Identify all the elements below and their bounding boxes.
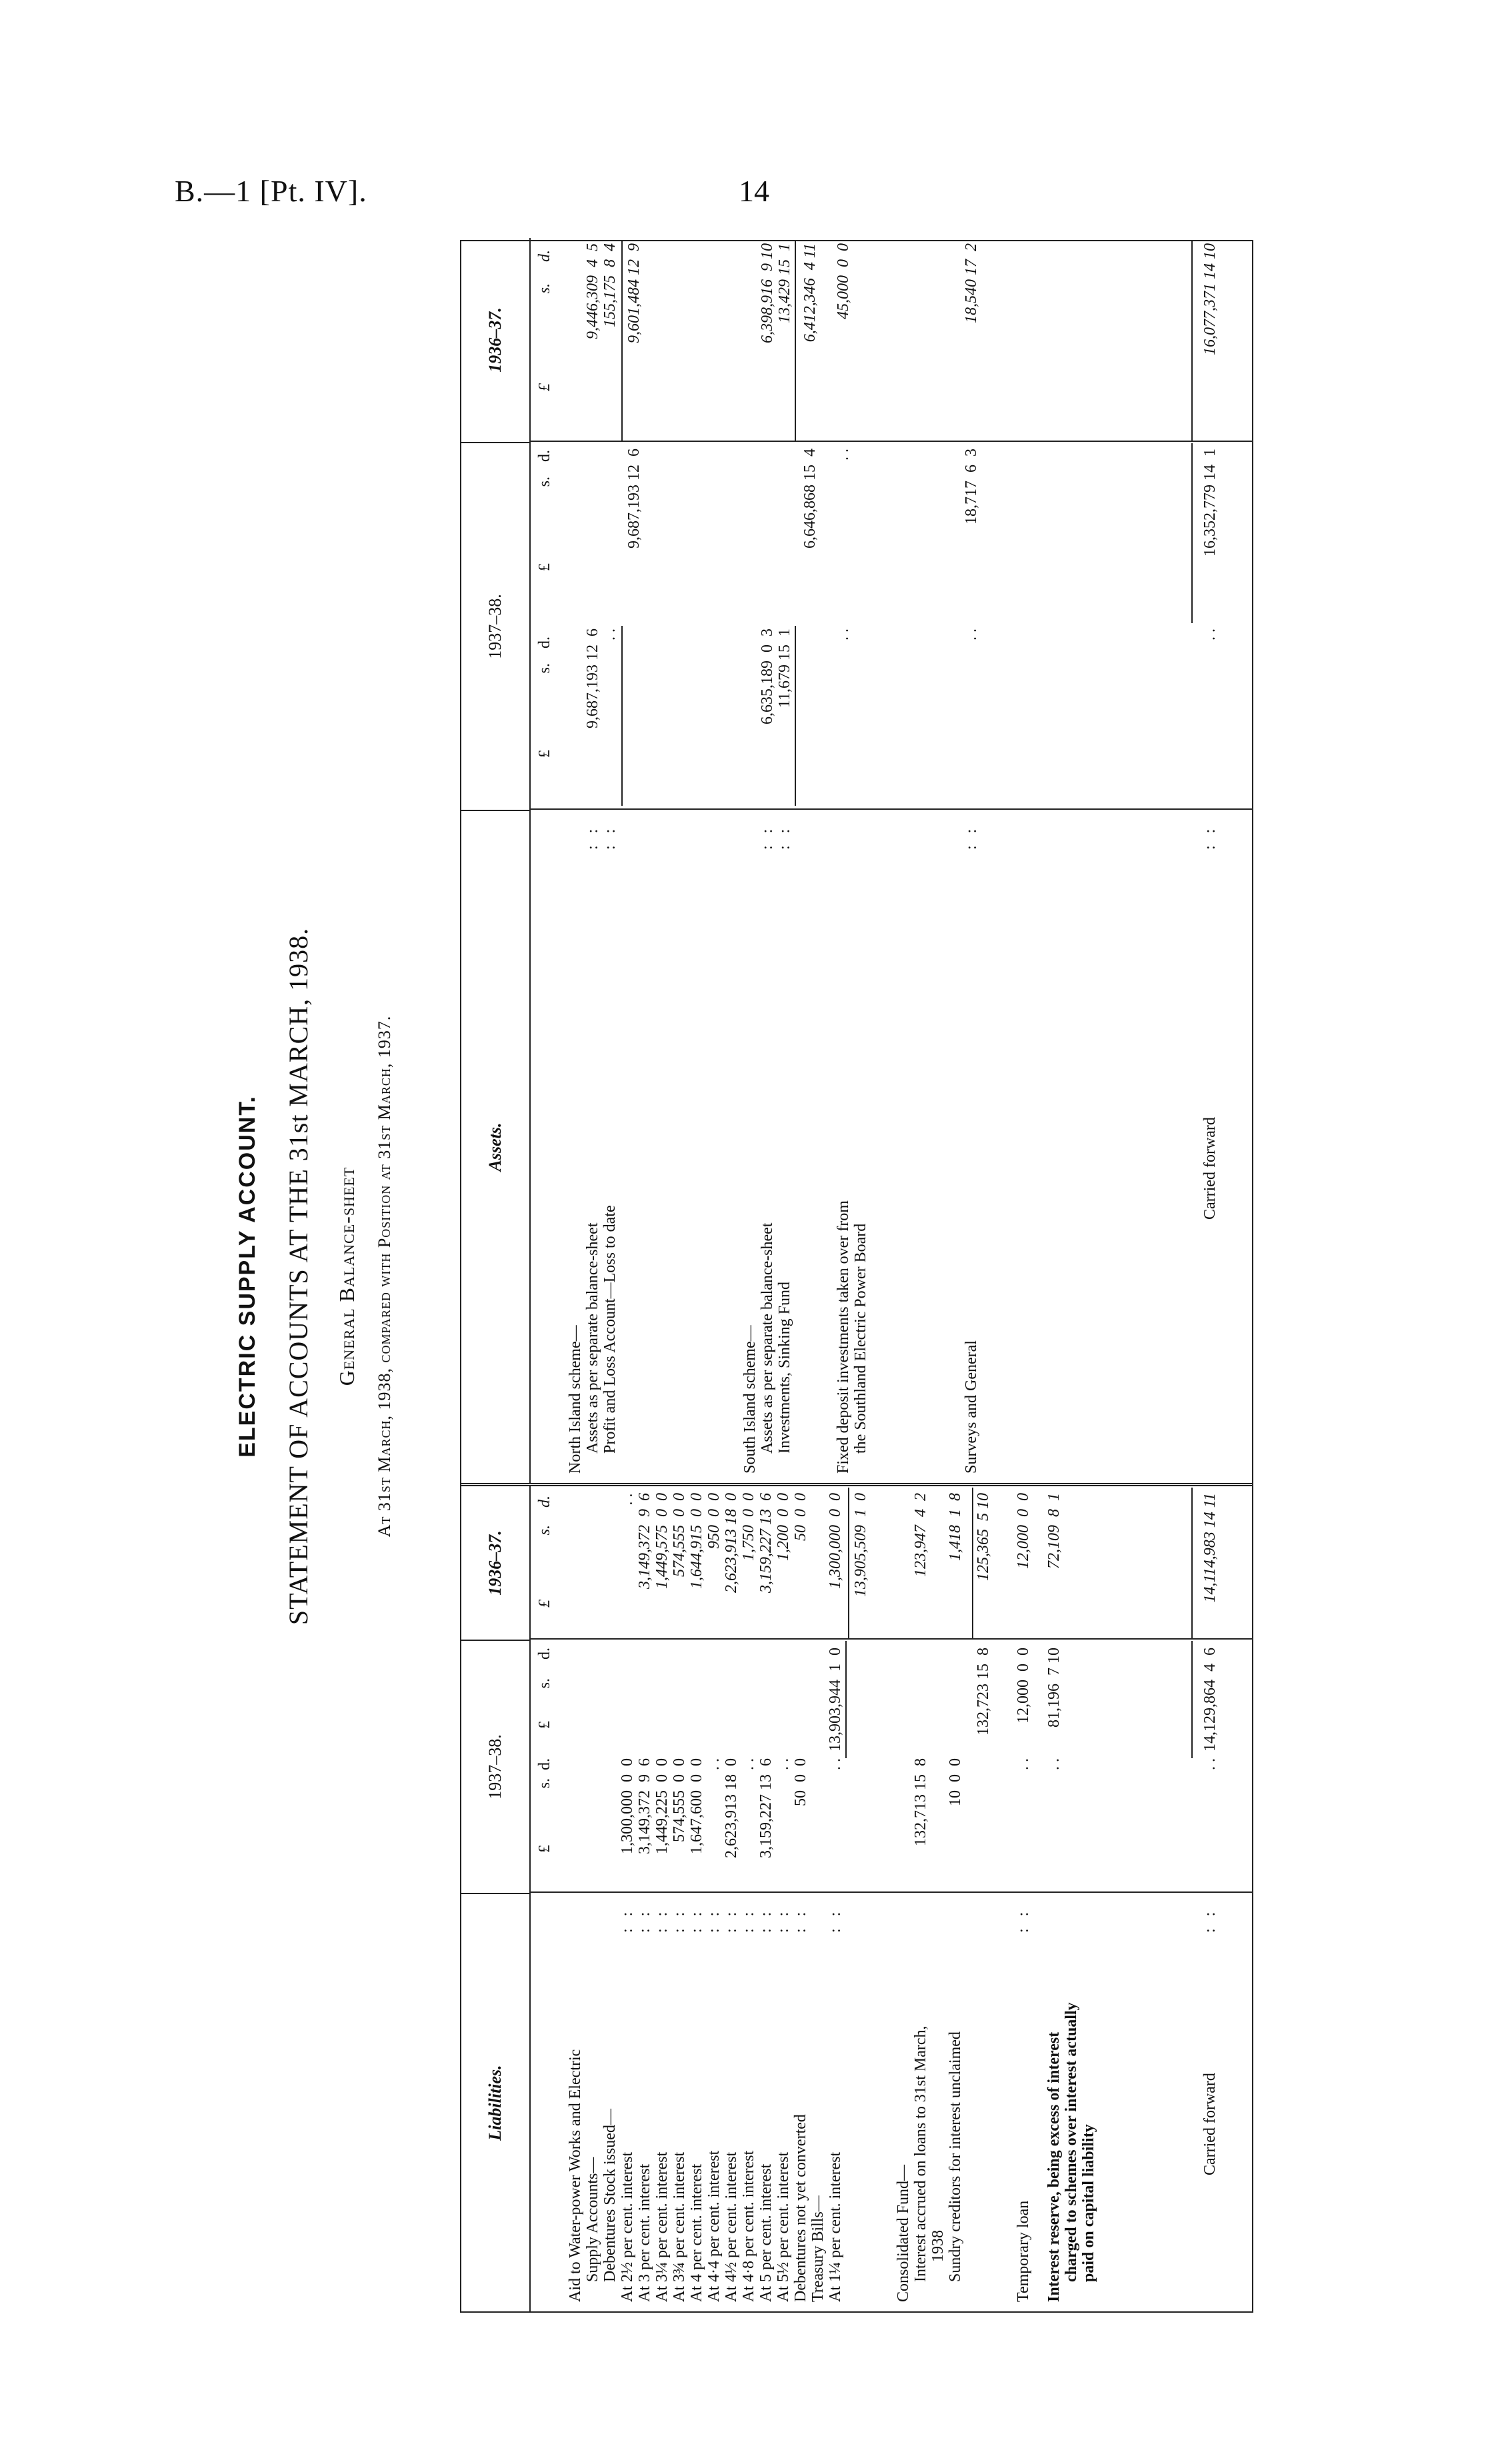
total-rule xyxy=(972,1488,973,1638)
leader-dots: : : xyxy=(723,1907,740,1933)
leader-dots: : : xyxy=(705,1907,723,1933)
liabilities-d1-amount: 3,149,372 9 6 xyxy=(636,1758,653,1854)
liabilities-d1-amount: 574,555 0 0 xyxy=(671,1758,688,1842)
assets-row-label: the Southland Electric Power Board xyxy=(852,1223,869,1454)
assets-d2-amount: 6,646,868 15 4 xyxy=(801,449,819,549)
liabilities-row-label: At 5 per cent. interest xyxy=(757,2163,775,2302)
liabilities-section xyxy=(461,1486,1252,2311)
liabilities-d1-amount: 1,449,225 0 0 xyxy=(653,1758,671,1854)
liabilities-c37-amount: . . xyxy=(619,1493,636,1505)
liabilities-row-label: Aid to Water-power Works and Electric xyxy=(567,2049,584,2302)
leader-dots: : : xyxy=(757,1907,775,1933)
assets-c37-amount: 18,540 17 2 xyxy=(963,243,980,323)
assets-d1-amount: . . xyxy=(963,628,980,640)
page-number: 14 xyxy=(739,174,769,208)
assets-c37-amount: 45,000 0 0 xyxy=(835,243,852,319)
leader-dots: : : xyxy=(776,824,793,850)
liabilities-c37-amount: 2,623,913 18 0 xyxy=(723,1493,740,1593)
liabilities-row-label: Temporary loan xyxy=(1015,2200,1032,2302)
liabilities-c37-amount: 1,200 0 0 xyxy=(775,1493,792,1561)
liabilities-year-1938-heading: 1937–38. xyxy=(461,1640,529,1893)
assets-c37-amount: 16,077,371 14 10 xyxy=(1201,243,1219,355)
liabilities-row-label: At 1¼ per cent. interest xyxy=(827,2151,844,2302)
liabilities-row-label: Debentures not yet converted xyxy=(792,2114,809,2302)
assets-c37-amount: 13,429 15 1 xyxy=(776,243,793,323)
assets-d1-amount: . . xyxy=(835,628,852,640)
position-subtitle: At 31st March, 1938, compared with Position at 31st March, 1937. xyxy=(375,1015,394,1538)
liabilities-d1-amount: . . xyxy=(1201,1758,1219,1770)
assets-c37-amount: 6,398,916 9 10 xyxy=(759,243,776,343)
pence-unit: d. xyxy=(536,1758,553,1770)
leader-dots: : : xyxy=(584,824,601,850)
leader-dots: : : xyxy=(775,1907,792,1933)
liabilities-d1-amount: . . xyxy=(740,1758,757,1770)
leader-dots: : : xyxy=(827,1907,844,1933)
pence-unit: d. xyxy=(536,636,553,648)
liabilities-d1-amount: . . xyxy=(775,1758,792,1770)
shilling-unit: s. xyxy=(536,477,553,487)
liabilities-d1-amount: 1,647,600 0 0 xyxy=(688,1758,705,1854)
liabilities-c37-amount: 14,114,983 14 11 xyxy=(1201,1493,1219,1603)
assets-c37-amount: 9,446,309 4 5 xyxy=(584,243,601,339)
liabilities-row-label: Interest accrued on loans to 31st March, xyxy=(912,2025,929,2282)
leader-dots: : : xyxy=(653,1907,671,1933)
leader-dots: : : xyxy=(1015,1907,1032,1933)
liabilities-c37-amount: 1,449,575 0 0 xyxy=(653,1493,671,1589)
title-block xyxy=(227,240,427,2313)
assets-row-label: North Island scheme— xyxy=(567,1325,584,1474)
assets-header-row xyxy=(461,238,531,1483)
assets-row-label: Carried forward xyxy=(1201,1117,1219,1220)
pence-unit: d. xyxy=(536,450,553,462)
assets-c37-amount: 6,412,346 4 11 xyxy=(801,243,819,343)
shilling-unit: s. xyxy=(536,1678,553,1689)
liabilities-d1-amount: 50 0 0 xyxy=(792,1758,809,1806)
liabilities-c37-amount: 125,365 5 10 xyxy=(975,1493,992,1581)
liabilities-c37-amount: 1,300,000 0 0 xyxy=(827,1493,844,1589)
rotated-sheet xyxy=(227,240,1253,2313)
liabilities-c37-amount: 950 0 0 xyxy=(705,1493,723,1549)
pound-unit: £ xyxy=(536,1600,553,1608)
liabilities-d1-amount: 3,159,227 13 6 xyxy=(757,1758,775,1858)
liabilities-row-label: Treasury Bills— xyxy=(809,2195,827,2302)
assets-heading: Assets. xyxy=(461,810,529,1483)
pound-unit: £ xyxy=(536,563,553,571)
pound-unit: £ xyxy=(536,750,553,758)
shilling-unit: s. xyxy=(536,283,553,294)
assets-row-label: South Island scheme— xyxy=(741,1325,759,1474)
liabilities-d2-amount: 13,903,944 1 0 xyxy=(827,1648,844,1752)
total-rule xyxy=(1191,443,1193,623)
liabilities-c37-amount: 1,418 1 8 xyxy=(947,1493,964,1561)
assets-row-label: Investments, Sinking Fund xyxy=(776,1281,793,1454)
assets-row-label: Fixed deposit investments taken over from xyxy=(835,1200,852,1474)
liabilities-row-label: At 2½ per cent. interest xyxy=(619,2151,636,2302)
liabilities-c37-amount: 12,000 0 0 xyxy=(1015,1493,1032,1569)
liabilities-row-label: At 3 per cent. interest xyxy=(636,2163,653,2302)
liabilities-c37-amount: 1,750 0 0 xyxy=(740,1493,757,1561)
assets-d2-amount: 9,687,193 12 6 xyxy=(625,449,643,549)
assets-year-1938-heading: 1937–38. xyxy=(461,442,529,810)
leader-dots: : : xyxy=(671,1907,688,1933)
assets-d1-amount: 9,687,193 12 6 xyxy=(584,628,601,728)
liabilities-d2-amount: 132,723 15 8 xyxy=(975,1648,992,1736)
leader-dots: : : xyxy=(963,824,980,850)
assets-d1-amount: 11,679 15 1 xyxy=(776,628,793,708)
total-rule xyxy=(848,1488,849,1638)
assets-row-label: Assets as per separate balance-sheet xyxy=(584,1222,601,1454)
leader-dots: : : xyxy=(1201,1907,1219,1933)
assets-row-label: Surveys and General xyxy=(963,1340,980,1474)
leader-dots: : : xyxy=(740,1907,757,1933)
assets-d1-amount: . . xyxy=(1201,628,1219,640)
pence-unit: d. xyxy=(536,1648,553,1660)
shilling-unit: s. xyxy=(536,1525,553,1536)
liabilities-d1-amount: . . xyxy=(1045,1758,1063,1770)
liabilities-row-label: Consolidated Fund— xyxy=(895,2164,912,2302)
total-rule xyxy=(1191,241,1193,441)
total-rule xyxy=(1191,1488,1193,1638)
liabilities-d2-amount: 14,129,864 4 6 xyxy=(1201,1648,1219,1752)
statement-title: STATEMENT OF ACCOUNTS AT THE 31st MARCH, 1938. xyxy=(283,927,313,1626)
leader-dots: : : xyxy=(792,1907,809,1933)
liabilities-row-label: 1938 xyxy=(929,2230,947,2262)
liabilities-row-label: At 4½ per cent. interest xyxy=(723,2151,740,2302)
leader-dots: : : xyxy=(636,1907,653,1933)
balance-sheet-title: General Balance-sheet xyxy=(335,1166,359,1386)
leader-dots: : : xyxy=(619,1907,636,1933)
liabilities-row-label: At 4·8 per cent. interest xyxy=(740,2150,757,2302)
liabilities-row-label: Supply Accounts— xyxy=(584,2157,601,2282)
liabilities-d1-amount: . . xyxy=(705,1758,723,1770)
total-rule xyxy=(621,241,623,441)
liabilities-d1-amount: . . xyxy=(827,1758,844,1770)
pence-unit: d. xyxy=(536,250,553,262)
liabilities-heading: Liabilities. xyxy=(461,1893,529,2311)
liabilities-d1-amount: 10 0 0 xyxy=(947,1758,964,1806)
liabilities-d2-amount: 12,000 0 0 xyxy=(1015,1648,1032,1724)
assets-c37-amount: 155,175 8 4 xyxy=(601,243,619,327)
liabilities-d1-amount: 132,713 15 8 xyxy=(912,1758,929,1846)
leader-dots: : : xyxy=(759,824,776,850)
liabilities-c37-amount: 72,109 8 1 xyxy=(1045,1493,1063,1569)
pence-unit: d. xyxy=(536,1496,553,1508)
liabilities-row-label: Carried forward xyxy=(1201,2073,1219,2175)
leader-dots: : : xyxy=(1201,824,1219,850)
liabilities-row-label: At 4·4 per cent. interest xyxy=(705,2150,723,2302)
liabilities-c37-amount: 1,644,915 0 0 xyxy=(688,1493,705,1589)
liabilities-c37-amount: 574,555 0 0 xyxy=(671,1493,688,1577)
page-reference: B.—1 [Pt. IV]. xyxy=(175,174,367,208)
leader-dots: : : xyxy=(688,1907,705,1933)
liabilities-row-label: At 3¾ per cent. interest xyxy=(671,2151,688,2302)
liabilities-row-label: charged to schemes over interest actually xyxy=(1063,2002,1080,2282)
pound-unit: £ xyxy=(536,1721,553,1729)
total-rule xyxy=(1191,1641,1193,1758)
liabilities-c37-amount: 123,947 4 2 xyxy=(912,1493,929,1577)
assets-d2-amount: 16,352,779 14 1 xyxy=(1201,449,1219,557)
liabilities-row-label: At 4 per cent. interest xyxy=(688,2163,705,2302)
shilling-unit: s. xyxy=(536,663,553,674)
assets-d1-amount: 6,635,189 0 3 xyxy=(759,628,776,724)
liabilities-c37-amount: 50 0 0 xyxy=(792,1493,809,1541)
liabilities-d1-amount: 2,623,913 18 0 xyxy=(723,1758,740,1858)
liabilities-row-label: paid on capital liability xyxy=(1080,2124,1097,2282)
liabilities-row-label: At 5½ per cent. interest xyxy=(775,2151,792,2302)
assets-year-1937-heading: 1936–37. xyxy=(485,307,505,373)
liabilities-d2-amount: 81,196 7 10 xyxy=(1045,1648,1063,1728)
balance-sheet-table xyxy=(460,240,1253,2313)
column-rule xyxy=(529,441,1252,442)
total-rule xyxy=(621,626,623,806)
liabilities-row-label: At 3¼ per cent. interest xyxy=(653,2151,671,2302)
account-title: ELECTRIC SUPPLY ACCOUNT. xyxy=(235,1095,260,1458)
shilling-unit: s. xyxy=(536,1778,553,1789)
assets-d1-amount: . . xyxy=(601,628,619,640)
pound-unit: £ xyxy=(536,383,553,391)
leader-dots: : : xyxy=(601,824,619,850)
liabilities-c37-amount: 13,905,509 1 0 xyxy=(852,1493,869,1597)
assets-row-label: Assets as per separate balance-sheet xyxy=(759,1222,776,1454)
total-rule xyxy=(795,626,796,806)
pound-unit: £ xyxy=(536,1845,553,1853)
liabilities-year-1937-heading: 1936–37. xyxy=(485,1530,505,1596)
liabilities-row-label: Sundry creditors for interest unclaimed xyxy=(947,2031,964,2282)
total-rule xyxy=(845,1641,847,1758)
assets-d2-amount: 18,717 6 3 xyxy=(963,449,980,525)
liabilities-d1-amount: . . xyxy=(1015,1758,1032,1770)
liabilities-row-label: Debentures Stock issued— xyxy=(601,2109,619,2282)
liabilities-row-label: Interest reserve, being excess of interest xyxy=(1045,2031,1063,2302)
assets-d2-amount: . . xyxy=(835,449,852,461)
liabilities-header-row xyxy=(461,1486,531,2311)
total-rule xyxy=(795,241,796,441)
column-rule xyxy=(529,808,1252,810)
assets-c37-amount: 9,601,484 12 9 xyxy=(625,243,643,343)
liabilities-c37-amount: 3,149,372 9 6 xyxy=(636,1493,653,1589)
assets-row-label: Profit and Loss Account—Loss to date xyxy=(601,1205,619,1454)
assets-section xyxy=(461,238,1252,1486)
liabilities-c37-amount: 3,159,227 13 6 xyxy=(757,1493,775,1593)
liabilities-d1-amount: 1,300,000 0 0 xyxy=(619,1758,636,1854)
